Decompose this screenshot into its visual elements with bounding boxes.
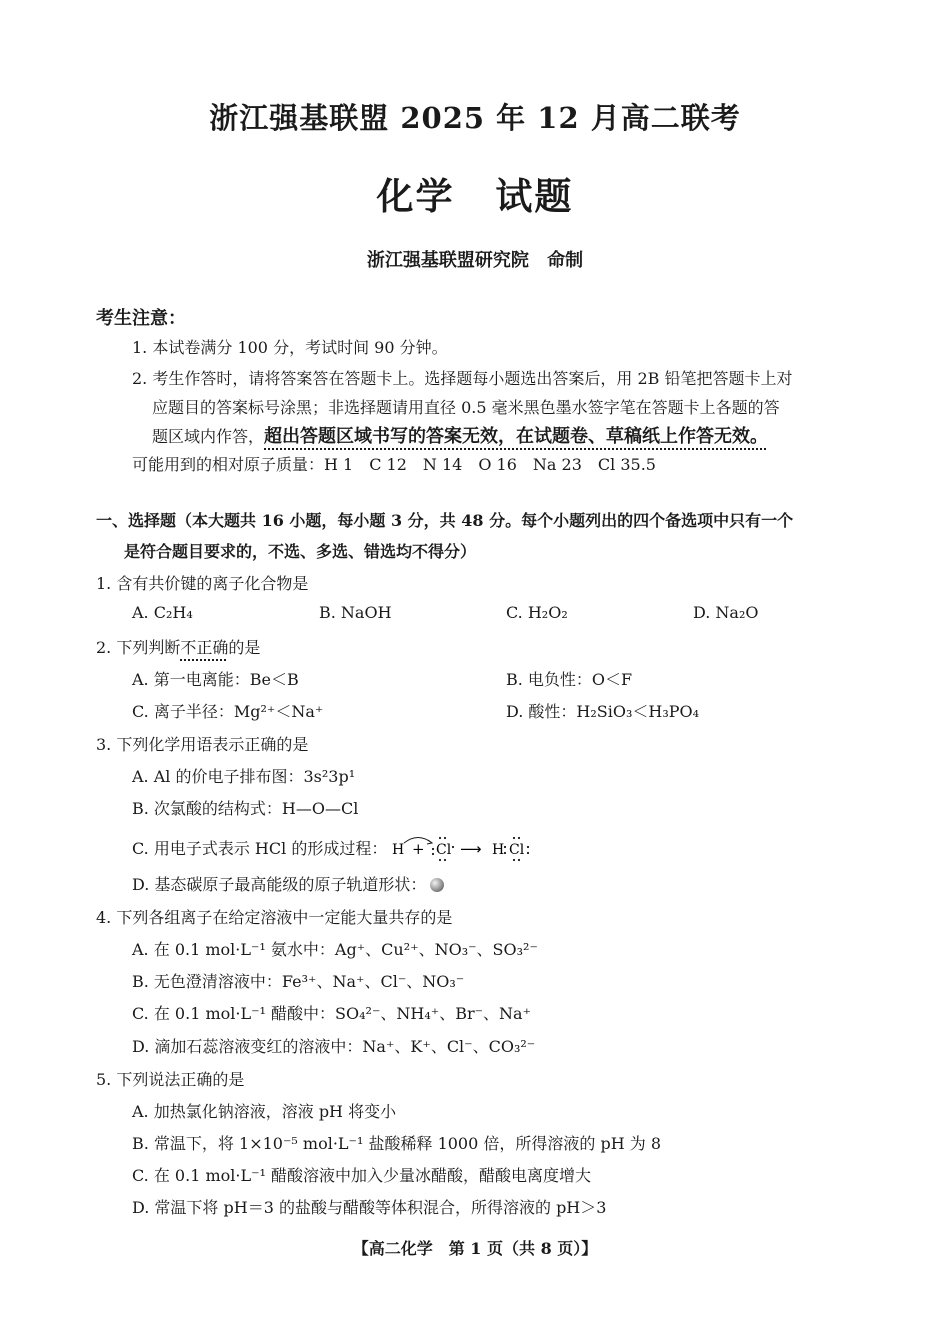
plus-sign: +	[412, 840, 426, 858]
question-2-option-d: D. 酸性：H₂SiO₃＜H₃PO₄	[506, 702, 700, 721]
question-5-option-d: D. 常温下将 pH＝3 的盐酸与醋酸等体积混合，所得溶液的 pH＞3	[132, 1198, 607, 1217]
atomic-masses: 可能用到的相对原子质量：H 1 C 12 N 14 O 16 Na 23 Cl 35.5	[132, 455, 656, 474]
hcl-formation-diagram	[392, 834, 542, 862]
notice-item-2-line-1: 2. 考生作答时，请将答案答在答题卡上。选择题每小题选出答案后，用 2B 铅笔把答题卡上对	[132, 369, 793, 388]
notice-item-2-line-3	[152, 422, 768, 448]
electron-dot-h: H	[392, 842, 405, 858]
product-cl: Cl	[509, 842, 525, 858]
product-h: H	[492, 842, 505, 858]
question-3-option-d-text: D. 基态碳原子最高能级的原子轨道形状：	[132, 875, 427, 894]
question-4-option-a: A. 在 0.1 mol·L⁻¹ 氨水中：Ag⁺、Cu²⁺、NO₃⁻、SO₃²⁻	[132, 940, 538, 959]
question-2-stem-post: 的是	[228, 638, 261, 657]
question-4-option-b: B. 无色澄清溶液中：Fe³⁺、Na⁺、Cl⁻、NO₃⁻	[132, 972, 465, 991]
question-1-stem: 1. 含有共价键的离子化合物是	[96, 574, 309, 593]
question-3-option-a: A. Al 的价电子排布图：3s²3p¹	[132, 767, 356, 786]
notice-item-2-plain: 题区域内作答，	[152, 427, 265, 446]
question-5-stem: 5. 下列说法正确的是	[96, 1070, 245, 1089]
question-1-option-c: C. H₂O₂	[506, 603, 568, 622]
question-4-option-d: D. 滴加石蕊溶液变红的溶液中：Na⁺、K⁺、Cl⁻、CO₃²⁻	[132, 1037, 536, 1056]
question-2-option-a: A. 第一电离能：Be＜B	[132, 670, 299, 689]
question-1-option-a: A. C₂H₄	[132, 603, 193, 622]
question-5-option-a: A. 加热氯化钠溶液，溶液 pH 将变小	[132, 1102, 397, 1121]
question-5-option-b: B. 常温下，将 1×10⁻⁵ mol·L⁻¹ 盐酸稀释 1000 倍，所得溶液的 pH 为 8	[132, 1134, 662, 1153]
question-1-option-b: B. NaOH	[319, 603, 392, 622]
notice-item-2-line-2: 应题目的答案标号涂黑；非选择题请用直径 0.5 毫米黑色墨水签字笔在答题卡上各题的答	[152, 398, 780, 417]
exam-title: 浙江强基联盟 2025 年 12 月高二联考	[209, 101, 741, 135]
publisher: 浙江强基联盟研究院 命制	[366, 250, 584, 271]
section-1-header-line-2: 是符合题目要求的，不选、多选、错选均不得分）	[124, 542, 477, 561]
electron-dot-cl: Cl	[436, 842, 452, 858]
question-2-stem	[96, 635, 260, 658]
section-1-header-line-1: 一、选择题（本大题共 16 小题，每小题 3 分，共 48 分。每个小题列出的四个备选项中只有一个	[96, 511, 794, 530]
notice-emphasis: 超出答题区域书写的答案无效，在试题卷、草稿纸上作答无效。	[264, 426, 769, 447]
question-1-option-d: D. Na₂O	[693, 603, 759, 622]
question-2-stem-emphasis: 不正确	[180, 638, 229, 657]
notice-heading: 考生注意：	[96, 308, 186, 329]
page-footer: 【高二化学 第 1 页（共 8 页）】	[352, 1239, 598, 1258]
notice-item-1: 1. 本试卷满分 100 分，考试时间 90 分钟。	[132, 338, 448, 357]
question-3-option-d	[132, 872, 444, 895]
reaction-arrow: ⟶	[460, 840, 482, 858]
question-2-option-b: B. 电负性：O＜F	[506, 670, 633, 689]
question-4-stem: 4. 下列各组离子在给定溶液中一定能大量共存的是	[96, 908, 453, 927]
question-4-option-c: C. 在 0.1 mol·L⁻¹ 醋酸中：SO₄²⁻、NH₄⁺、Br⁻、Na⁺	[132, 1004, 532, 1023]
question-2-stem-pre: 2. 下列判断	[96, 638, 181, 657]
question-5-option-c: C. 在 0.1 mol·L⁻¹ 醋酸溶液中加入少量冰醋酸，醋酸电离度增大	[132, 1166, 592, 1185]
question-3-option-c-text: C. 用电子式表示 HCl 的形成过程：	[132, 839, 388, 858]
question-2-option-c: C. 离子半径：Mg²⁺＜Na⁺	[132, 702, 324, 721]
s-orbital-sphere-icon	[430, 878, 444, 892]
subject-title: 化学 试题	[376, 174, 574, 218]
question-3-option-b: B. 次氯酸的结构式：H—O—Cl	[132, 799, 359, 818]
question-3-option-c	[132, 834, 542, 862]
question-3-stem: 3. 下列化学用语表示正确的是	[96, 735, 309, 754]
